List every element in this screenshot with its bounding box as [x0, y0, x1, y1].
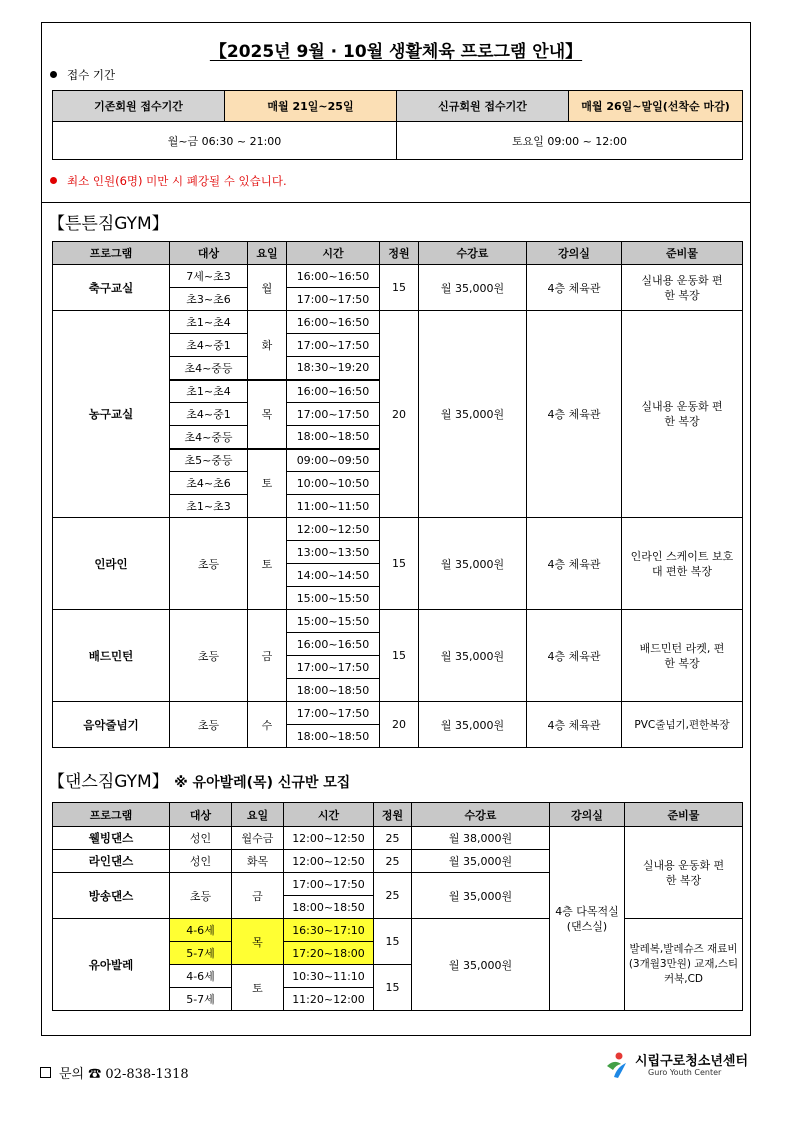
target-cell: 초4~초6: [170, 472, 248, 495]
org-name: 시립구로청소년센터: [635, 1054, 749, 1069]
target-cell: 초5~중등: [170, 449, 248, 472]
day-cell: 화목: [232, 850, 284, 873]
capacity-cell: 15: [380, 610, 419, 702]
time-cell: 12:00~12:50: [287, 518, 380, 541]
existing-label: 기존회원 접수기간: [53, 91, 225, 122]
day-cell: 수: [248, 702, 287, 748]
program-ballet: 유아발레: [53, 919, 170, 1011]
contact-line: 문의 ☎ 02-838-1318: [40, 1063, 189, 1082]
fee-cell: 월 35,000원: [419, 518, 527, 610]
gym2-title: 【댄스짐GYM】 ※ 유아발레(목) 신규반 모집: [48, 772, 351, 792]
program-broadcast: 방송댄스: [53, 873, 170, 919]
gym1-table: [52, 241, 743, 748]
minimum-notice: 최소 인원(6명) 미만 시 폐강될 수 있습니다.: [50, 173, 287, 189]
new-label: 신규회원 접수기간: [397, 91, 569, 122]
day-cell: 금: [248, 610, 287, 702]
time-cell: 17:00~17:50: [287, 702, 380, 725]
time-cell: 13:00~13:50: [287, 541, 380, 564]
checkbox-square-icon: [40, 1067, 51, 1078]
items-cell: 실내용 운동화 편한 복장: [622, 265, 743, 311]
program-line: 라인댄스: [53, 850, 170, 873]
ballet-items-cell: 발레복,발레슈즈 재료비(3개월3만원) 교재,스티커북,CD: [625, 919, 743, 1011]
header-target: 대상: [170, 803, 232, 827]
org-logo-icon: [604, 1051, 630, 1079]
program-basketball: 농구교실: [53, 311, 170, 518]
header-program: 프로그램: [53, 242, 170, 265]
time-cell: 18:30~19:20: [287, 357, 380, 380]
day-cell: 토: [248, 518, 287, 610]
new-hours: 토요일 09:00 ~ 12:00: [397, 122, 743, 160]
target-cell: 초4~중등: [170, 357, 248, 380]
program-wellbeing: 웰빙댄스: [53, 827, 170, 850]
program-inline: 인라인: [53, 518, 170, 610]
time-cell: 15:00~15:50: [287, 587, 380, 610]
target-cell: 초등: [170, 610, 248, 702]
dance-items-cell: 실내용 운동화 편한 복장: [625, 827, 743, 919]
reception-heading: 접수 기간: [50, 67, 115, 83]
target-cell: 5-7세: [170, 988, 232, 1011]
header-room: 강의실: [527, 242, 622, 265]
capacity-cell: 15: [374, 919, 412, 965]
new-period: 매월 26일~말일(선착순 마감): [569, 91, 743, 122]
section-divider: [42, 202, 750, 203]
program-jumprope: 음악줄넘기: [53, 702, 170, 748]
day-cell: 금: [232, 873, 284, 919]
time-cell: 11:20~12:00: [284, 988, 374, 1011]
header-time: 시간: [284, 803, 374, 827]
org-logo: [604, 1049, 754, 1083]
org-name-english: Guro Youth Center: [648, 1068, 722, 1077]
time-cell: 16:00~16:50: [287, 311, 380, 334]
page-title: 【2025년 9월 · 10월 생활체육 프로그램 안내】: [209, 42, 583, 62]
time-cell: 10:30~11:10: [284, 965, 374, 988]
header-capacity: 정원: [374, 803, 412, 827]
program-soccer: 축구교실: [53, 265, 170, 311]
target-cell: 초3~초6: [170, 288, 248, 311]
time-cell: 17:00~17:50: [287, 656, 380, 679]
capacity-cell: 20: [380, 311, 419, 518]
reception-table: [52, 90, 743, 160]
day-cell: 목: [248, 380, 287, 449]
room-cell: 4층 체육관: [527, 265, 622, 311]
target-cell: 4-6세: [170, 965, 232, 988]
time-cell: 16:00~16:50: [287, 633, 380, 656]
target-cell: 초4~중등: [170, 426, 248, 449]
header-fee: 수강료: [419, 242, 527, 265]
room-cell: 4층 체육관: [527, 311, 622, 518]
time-cell: 18:00~18:50: [287, 426, 380, 449]
room-cell: 4층 체육관: [527, 702, 622, 748]
room-cell: 4층 체육관: [527, 610, 622, 702]
target-cell: 초1~초4: [170, 311, 248, 334]
target-cell: 초등: [170, 873, 232, 919]
capacity-cell: 25: [374, 850, 412, 873]
time-cell: 14:00~14:50: [287, 564, 380, 587]
time-cell: 17:00~17:50: [287, 403, 380, 426]
items-cell: 실내용 운동화 편한 복장: [622, 311, 743, 518]
fee-cell: 월 35,000원: [419, 702, 527, 748]
day-cell: 목: [232, 919, 284, 965]
capacity-cell: 25: [374, 827, 412, 850]
target-cell: 초등: [170, 702, 248, 748]
target-cell: 성인: [170, 850, 232, 873]
time-cell: 17:00~17:50: [287, 334, 380, 357]
items-cell: PVC줄넘기,편한복장: [622, 702, 743, 748]
header-room: 강의실: [550, 803, 625, 827]
target-cell: 5-7세: [170, 942, 232, 965]
target-cell: 초4~중1: [170, 334, 248, 357]
day-cell: 월: [248, 265, 287, 311]
day-cell: 토: [232, 965, 284, 1011]
gym2-note: ※ 유아발레(목) 신규반 모집: [174, 775, 351, 791]
header-capacity: 정원: [380, 242, 419, 265]
room-cell: 4층 체육관: [527, 518, 622, 610]
time-cell: 12:00~12:50: [284, 827, 374, 850]
header-day: 요일: [248, 242, 287, 265]
time-cell: 17:00~17:50: [287, 288, 380, 311]
time-cell: 18:00~18:50: [284, 896, 374, 919]
time-cell: 16:30~17:10: [284, 919, 374, 942]
fee-cell: 월 38,000원: [412, 827, 550, 850]
time-cell: 17:00~17:50: [284, 873, 374, 896]
items-cell: 인라인 스케이트 보호대 편한 복장: [622, 518, 743, 610]
fee-cell: 월 35,000원: [412, 850, 550, 873]
existing-hours: 월~금 06:30 ~ 21:00: [53, 122, 397, 160]
fee-cell: 월 35,000원: [419, 311, 527, 518]
header-target: 대상: [170, 242, 248, 265]
capacity-cell: 25: [374, 873, 412, 919]
capacity-cell: 20: [380, 702, 419, 748]
document-frame: [41, 22, 751, 1036]
items-cell: 배드민턴 라켓, 편한 복장: [622, 610, 743, 702]
time-cell: 12:00~12:50: [284, 850, 374, 873]
header-items: 준비물: [622, 242, 743, 265]
capacity-cell: 15: [380, 518, 419, 610]
fee-cell: 월 35,000원: [419, 265, 527, 311]
target-cell: 초1~초4: [170, 380, 248, 403]
header-items: 준비물: [625, 803, 743, 827]
target-cell: 4-6세: [170, 919, 232, 942]
time-cell: 09:00~09:50: [287, 449, 380, 472]
capacity-cell: 15: [380, 265, 419, 311]
target-cell: 초4~중1: [170, 403, 248, 426]
capacity-cell: 15: [374, 965, 412, 1011]
header-time: 시간: [287, 242, 380, 265]
gym2-table: [52, 802, 743, 1011]
time-cell: 18:00~18:50: [287, 679, 380, 702]
gym1-title: 【튼튼짐GYM】: [48, 214, 169, 234]
header-program: 프로그램: [53, 803, 170, 827]
time-cell: 16:00~16:50: [287, 380, 380, 403]
time-cell: 10:00~10:50: [287, 472, 380, 495]
target-cell: 성인: [170, 827, 232, 850]
time-cell: 15:00~15:50: [287, 610, 380, 633]
program-badminton: 배드민턴: [53, 610, 170, 702]
bullet-icon: [50, 177, 57, 184]
existing-period: 매월 21일~25일: [225, 91, 397, 122]
fee-cell: 월 35,000원: [412, 919, 550, 1011]
day-cell: 화: [248, 311, 287, 380]
time-cell: 11:00~11:50: [287, 495, 380, 518]
fee-cell: 월 35,000원: [412, 873, 550, 919]
target-cell: 초등: [170, 518, 248, 610]
bullet-icon: [50, 71, 57, 78]
header-day: 요일: [232, 803, 284, 827]
target-cell: 7세~초3: [170, 265, 248, 288]
day-cell: 월수금: [232, 827, 284, 850]
time-cell: 17:20~18:00: [284, 942, 374, 965]
target-cell: 초1~초3: [170, 495, 248, 518]
contact-phone: ☎ 02-838-1318: [88, 1067, 189, 1082]
time-cell: 18:00~18:50: [287, 725, 380, 748]
fee-cell: 월 35,000원: [419, 610, 527, 702]
header-fee: 수강료: [412, 803, 550, 827]
dance-room-cell: 4층 다목적실 (댄스실): [550, 827, 625, 1011]
day-cell: 토: [248, 449, 287, 518]
time-cell: 16:00~16:50: [287, 265, 380, 288]
